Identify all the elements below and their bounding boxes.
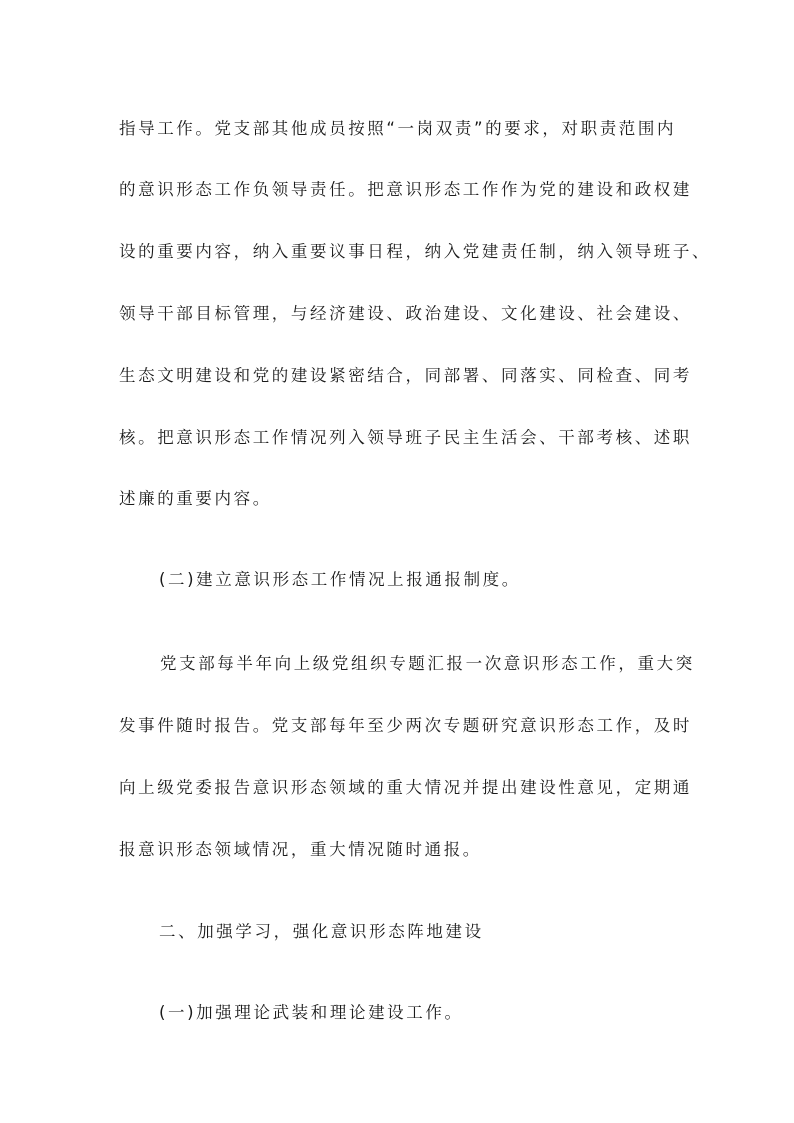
section-heading: 二、加强学习，强化意识形态阵地建设 bbox=[159, 922, 484, 941]
paragraph-line: 述廉的重要内容。 bbox=[119, 489, 272, 508]
paragraph-line: 的意识形态工作负领导责任。把意识形态工作作为党的建设和政权建 bbox=[119, 180, 692, 199]
paragraph-line: 向上级党委报告意识形态领域的重大情况并提出建设性意见，定期通 bbox=[119, 778, 692, 797]
paragraph-line: 设的重要内容，纳入重要议事日程，纳入党建责任制，纳入领导班子、 bbox=[119, 242, 712, 261]
paragraph-line: 党支部每半年向上级党组织专题汇报一次意识形态工作，重大突 bbox=[160, 654, 695, 673]
paragraph-line: 指导工作。党支部其他成员按照“一岗双责”的要求，对职责范围内 bbox=[119, 119, 677, 138]
paragraph-line: 生态文明建设和党的建设紧密结合，同部署、同落实、同检查、同考 bbox=[119, 366, 692, 385]
paragraph-line: 报意识形态领域情况，重大情况随时通报。 bbox=[119, 840, 482, 859]
subsection-heading: (二)建立意识形态工作情况上报通报制度。 bbox=[159, 570, 521, 589]
paragraph-line: 领导干部目标管理，与经济建设、政治建设、文化建设、社会建设、 bbox=[119, 304, 692, 323]
paragraph-line: 发事件随时报告。党支部每年至少两次专题研究意识形态工作，及时 bbox=[119, 716, 692, 735]
subsection-heading: (一)加强理论武装和理论建设工作。 bbox=[159, 1003, 464, 1022]
paragraph-line: 核。把意识形态工作情况列入领导班子民主生活会、干部考核、述职 bbox=[119, 428, 692, 447]
